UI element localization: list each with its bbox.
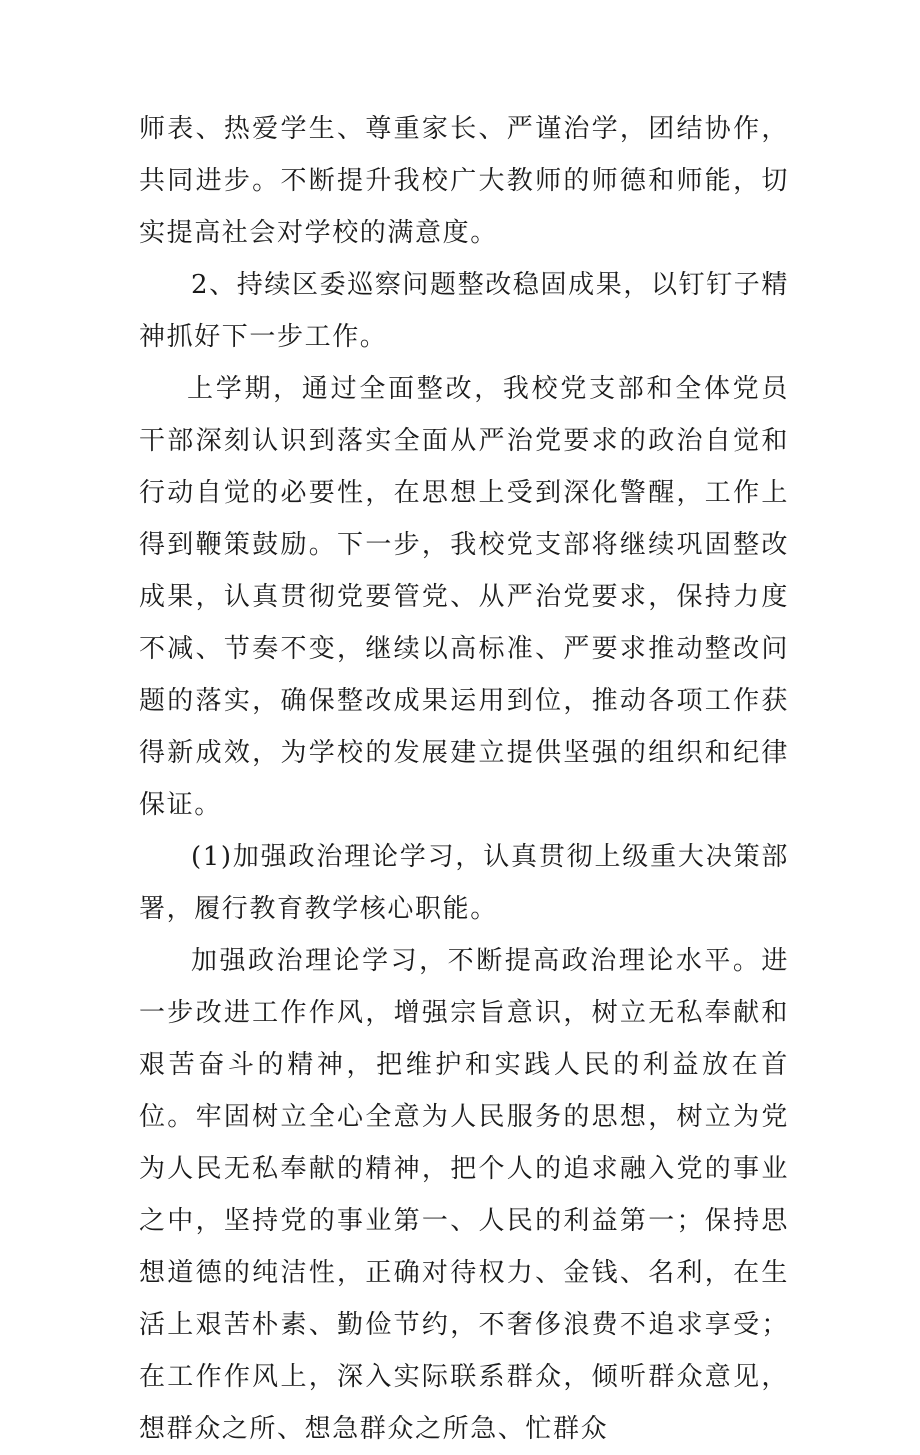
paragraph-subheading-1: (1)加强政治理论学习，认真贯彻上级重大决策部署，履行教育教学核心职能。 [139, 842, 789, 924]
paragraph-continuation: 师表、热爱学生、尊重家长、严谨治学，团结协作，共同进步。不断提升我校广大教师的师德和师能，切实提高社会对学校的满意度。 [139, 114, 789, 248]
document-body [139, 103, 789, 1455]
paragraph-rectification: 上学期，通过全面整改，我校党支部和全体党员干部深刻认识到落实全面从严治党要求的政治自觉和行动自觉的必要性，在思想上受到深化警醒，工作上得到鞭策鼓励。下一步，我校党支部将继续巩固整改成果，认真贯彻党要管党、从严治党要求，保持力度不减、节奏不变，继续以高标准、严要求推动整改问题的落实，确保整改成果运用到位，推动各项工作获得新成效，为学校的发展建立提供坚强的组织和纪律保证。 [139, 374, 789, 820]
paragraph-heading-2: 2、持续区委巡察问题整改稳固成果，以钉钉子精神抓好下一步工作。 [139, 270, 789, 352]
paragraph-political-study: 加强政治理论学习，不断提高政治理论水平。进一步改进工作作风，增强宗旨意识，树立无私奉献和艰苦奋斗的精神，把维护和实践人民的利益放在首位。牢固树立全心全意为人民服务的思想，树立为党为人民无私奉献的精神，把个人的追求融入党的事业之中，坚持党的事业第一、人民的利益第一；保持思想道德的纯洁性，正确对待权力、金钱、名利，在生活上艰苦朴素、勤俭节约，不奢侈浪费不追求享受；在工作作风上，深入实际联系群众，倾听群众意见，想群众之所、想急群众之所急、忙群众 [139, 946, 789, 1444]
